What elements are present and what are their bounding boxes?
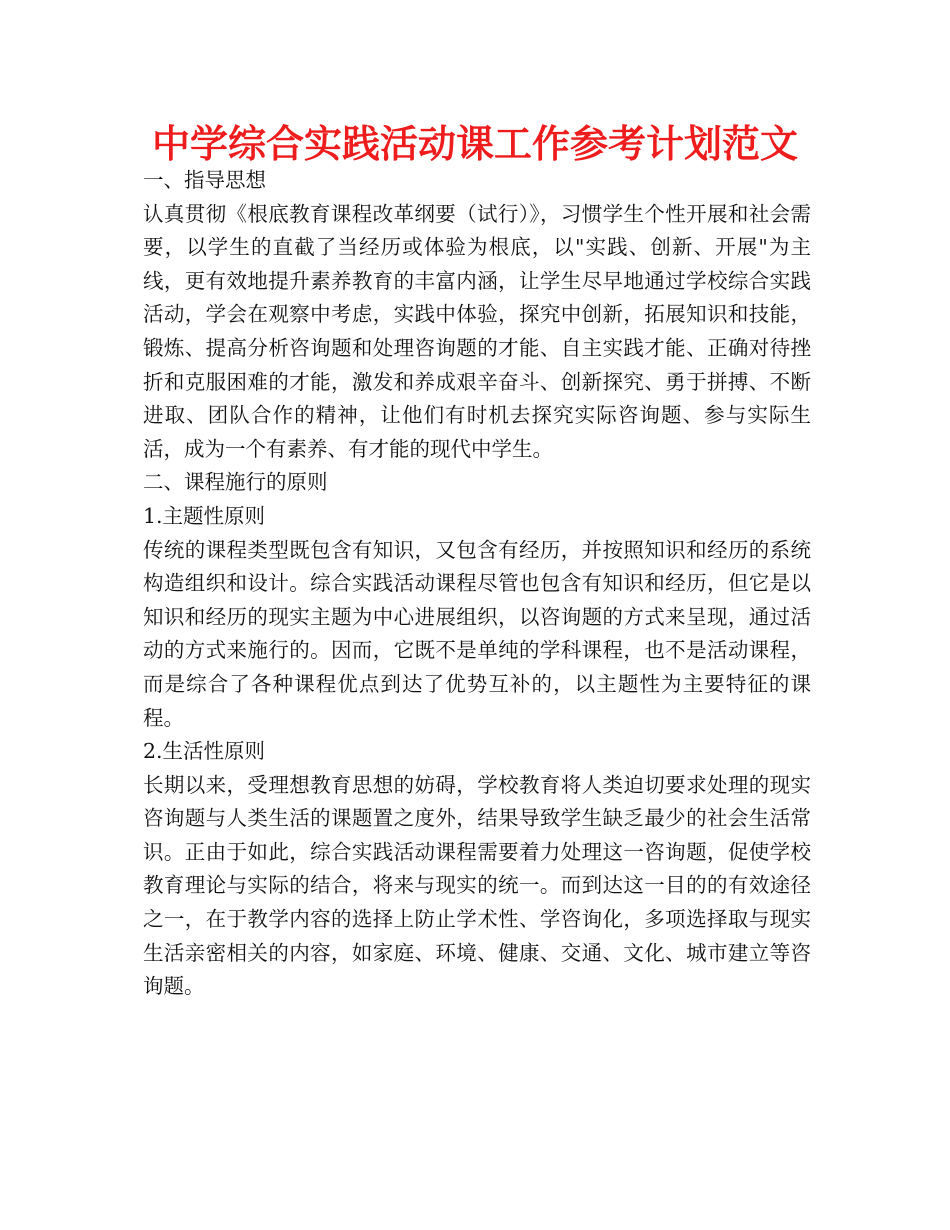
document-body [143,164,811,1004]
section-heading-guiding-ideology: 一、指导思想 [143,168,266,192]
section-heading-principles: 二、课程施行的原则 [143,470,328,495]
paragraph-thematic-principle: 传统的课程类型既包含有知识，又包含有经历，并按照知识和经历的系统构造组织和设计。综合实践活动课程尽管也包含有知识和经历，但它是以知识和经历的现实主题为中心进展组织，以咨询题的方式来呈现，通过活动的方式来施行的。因而，它既不是单纯的学科课程，也不是活动课程，而是综合了各种课程优点到达了优势互补的，以主题性为主要特征的课程。 [143,537,811,730]
subheading-life-principle: 2.生活性原则 [143,739,266,764]
subheading-thematic-principle: 1.主题性原则 [143,503,266,528]
paragraph-guiding-ideology: 认真贯彻《根底教育课程改革纲要（试行）》，习惯学生个性开展和社会需要，以学生的直截了当经历或体验为根底，以"实践、创新、开展"为主线，更有效地提升素养教育的丰富内涵，让学生尽早地通过学校综合实践活动，学会在观察中考虑，实践中体验，探究中创新，拓展知识和技能，锻炼、提高分析咨询题和处理咨询题的才能、自主实践才能、正确对待挫折和克服困难的才能，激发和养成艰辛奋斗、创新探究、勇于拼搏、不断进取、团队合作的精神，让他们有时机去探究实际咨询题、参与实际生活，成为一个有素养、有才能的现代中学生。 [143,201,811,461]
paragraph-life-principle: 长期以来，受理想教育思想的妨碍，学校教育将人类迫切要求处理的现实咨询题与人类生活的课题置之度外，结果导致学生缺乏最少的社会生活常识。正由于如此，综合实践活动课程需要着力处理这一咨询题，促使学校教育理论与实际的结合，将来与现实的统一。而到达这一目的的有效途径之一，在于教学内容的选择上防止学术性、学咨询化，多项选择取与现实生活亲密相关的内容，如家庭、环境、健康、交通、文化、城市建立等咨询题。 [143,772,811,999]
document-title: 中学综合实践活动课工作参考计划范文 [151,122,798,166]
